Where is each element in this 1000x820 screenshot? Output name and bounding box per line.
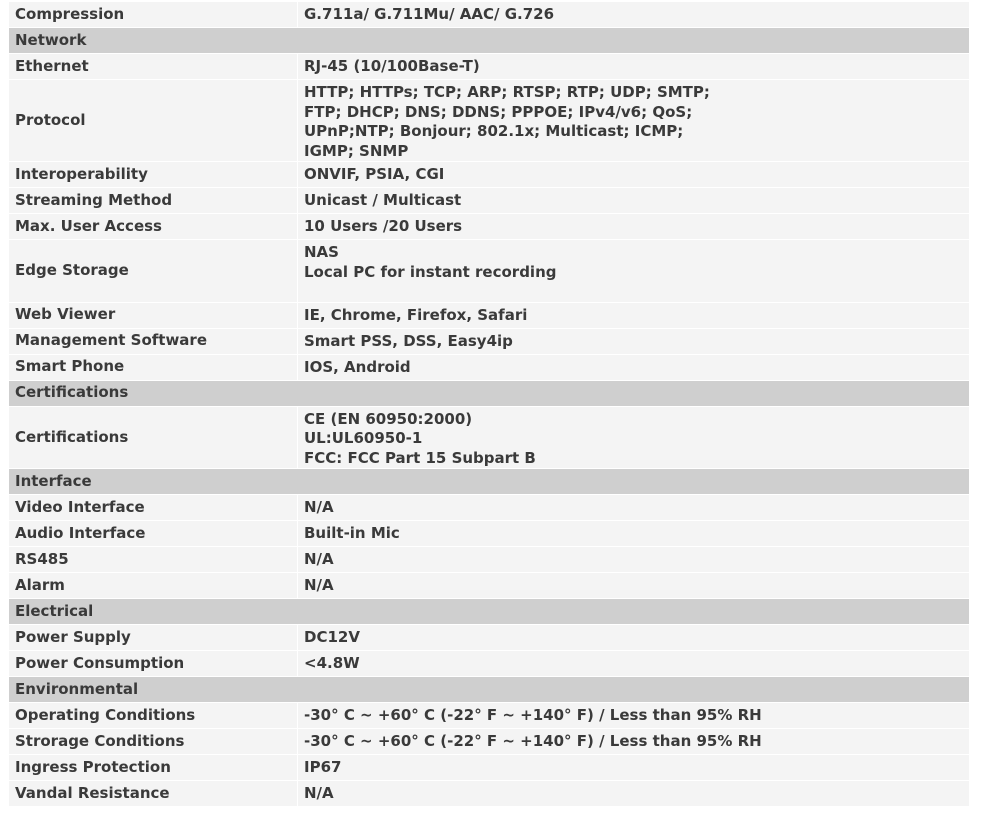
spec-label: Vandal Resistance (9, 781, 298, 807)
section-title: Interface (9, 469, 969, 495)
spec-value-line: Smart PSS, DSS, Easy4ip (304, 331, 513, 350)
spec-value-line: Built-in Mic (304, 524, 400, 542)
spec-value (298, 354, 970, 380)
spec-label: Compression (9, 2, 298, 28)
spec-label: Ethernet (9, 54, 298, 80)
spec-label: RS485 (9, 547, 298, 573)
spec-value (298, 188, 970, 214)
spec-row (9, 214, 969, 240)
spec-row (9, 302, 969, 328)
spec-value (298, 80, 970, 162)
spec-value (298, 162, 970, 188)
spec-value (298, 729, 970, 755)
spec-value-line: IE, Chrome, Firefox, Safari (304, 305, 528, 324)
spec-value-line: IP67 (304, 758, 342, 776)
spec-label: Alarm (9, 573, 298, 599)
spec-label: Protocol (9, 80, 298, 162)
section-title: Environmental (9, 677, 969, 703)
spec-value (298, 2, 970, 28)
section-header-row (9, 599, 969, 625)
spec-label: Power Consumption (9, 651, 298, 677)
spec-value (298, 54, 970, 80)
spec-value-line: FCC: FCC Part 15 Subpart B (304, 448, 536, 467)
spec-label: Max. User Access (9, 214, 298, 240)
spec-value-line: G.711a/ G.711Mu/ AAC/ G.726 (304, 5, 555, 23)
spec-row (9, 781, 969, 807)
spec-label: Streaming Method (9, 188, 298, 214)
spec-value-line: N/A (304, 576, 334, 594)
section-header-row (9, 469, 969, 495)
spec-value-line: -30° C ~ +60° C (-22° F ~ +140° F) / Less than 95% RH (304, 706, 762, 724)
spec-value-line: Unicast / Multicast (304, 191, 462, 209)
spec-value-line: <4.8W (304, 654, 360, 672)
spec-value (298, 214, 970, 240)
spec-value-line: N/A (304, 784, 334, 802)
spec-value-line: UPnP;NTP; Bonjour; 802.1x; Multicast; ICMP; (304, 122, 684, 140)
spec-row (9, 521, 969, 547)
spec-row (9, 651, 969, 677)
spec-value-line (304, 282, 969, 302)
spec-row (9, 573, 969, 599)
spec-table (9, 2, 969, 807)
spec-label: Strorage Conditions (9, 729, 298, 755)
spec-value-line: Local PC for instant recording (304, 262, 557, 281)
spec-value (298, 406, 970, 469)
spec-row (9, 162, 969, 188)
section-header-row (9, 28, 969, 54)
spec-value (298, 521, 970, 547)
spec-label: Ingress Protection (9, 755, 298, 781)
spec-row (9, 54, 969, 80)
spec-value (298, 495, 970, 521)
spec-value-line: NAS (304, 243, 339, 261)
spec-row (9, 354, 969, 380)
section-header-row (9, 677, 969, 703)
spec-value-line: N/A (304, 498, 334, 516)
spec-row (9, 2, 969, 28)
section-title: Network (9, 28, 969, 54)
spec-value-line: HTTP; HTTPs; TCP; ARP; RTSP; RTP; UDP; SMTP; (304, 83, 710, 101)
spec-value (298, 328, 970, 354)
spec-value-line: ONVIF, PSIA, CGI (304, 165, 445, 183)
spec-value-line: 10 Users /20 Users (304, 217, 463, 235)
spec-value (298, 755, 970, 781)
spec-value-line: -30° C ~ +60° C (-22° F ~ +140° F) / Less than 95% RH (304, 732, 762, 750)
spec-table-body (9, 2, 969, 807)
spec-label: Video Interface (9, 495, 298, 521)
section-header-row (9, 380, 969, 406)
spec-label: Operating Conditions (9, 703, 298, 729)
spec-value (298, 547, 970, 573)
spec-row (9, 729, 969, 755)
spec-value-line: N/A (304, 550, 334, 568)
spec-row (9, 703, 969, 729)
section-title: Certifications (9, 380, 969, 406)
spec-label: Management Software (9, 328, 298, 354)
spec-label: Edge Storage (9, 240, 298, 303)
spec-value (298, 625, 970, 651)
spec-value-line: RJ-45 (10/100Base-T) (304, 57, 480, 75)
spec-label: Smart Phone (9, 354, 298, 380)
spec-row (9, 547, 969, 573)
spec-label: Power Supply (9, 625, 298, 651)
spec-value (298, 651, 970, 677)
spec-row (9, 625, 969, 651)
spec-label: Audio Interface (9, 521, 298, 547)
spec-label: Certifications (9, 406, 298, 469)
spec-row (9, 755, 969, 781)
spec-value (298, 703, 970, 729)
spec-value-line: IGMP; SNMP (304, 141, 409, 160)
spec-value-line: DC12V (304, 628, 360, 646)
spec-label: Web Viewer (9, 302, 298, 328)
spec-value (298, 302, 970, 328)
spec-row (9, 188, 969, 214)
spec-value (298, 781, 970, 807)
spec-value (298, 573, 970, 599)
spec-row (9, 240, 969, 303)
spec-value (298, 240, 970, 303)
spec-row (9, 495, 969, 521)
spec-value-line: UL:UL60950-1 (304, 429, 423, 447)
spec-row (9, 80, 969, 162)
spec-value-line: IOS, Android (304, 357, 411, 376)
spec-value-line: CE (EN 60950:2000) (304, 409, 473, 428)
spec-label: Interoperability (9, 162, 298, 188)
spec-value-line: FTP; DHCP; DNS; DDNS; PPPOE; IPv4/v6; QoS; (304, 102, 693, 121)
spec-row (9, 406, 969, 469)
section-title: Electrical (9, 599, 969, 625)
spec-row (9, 328, 969, 354)
